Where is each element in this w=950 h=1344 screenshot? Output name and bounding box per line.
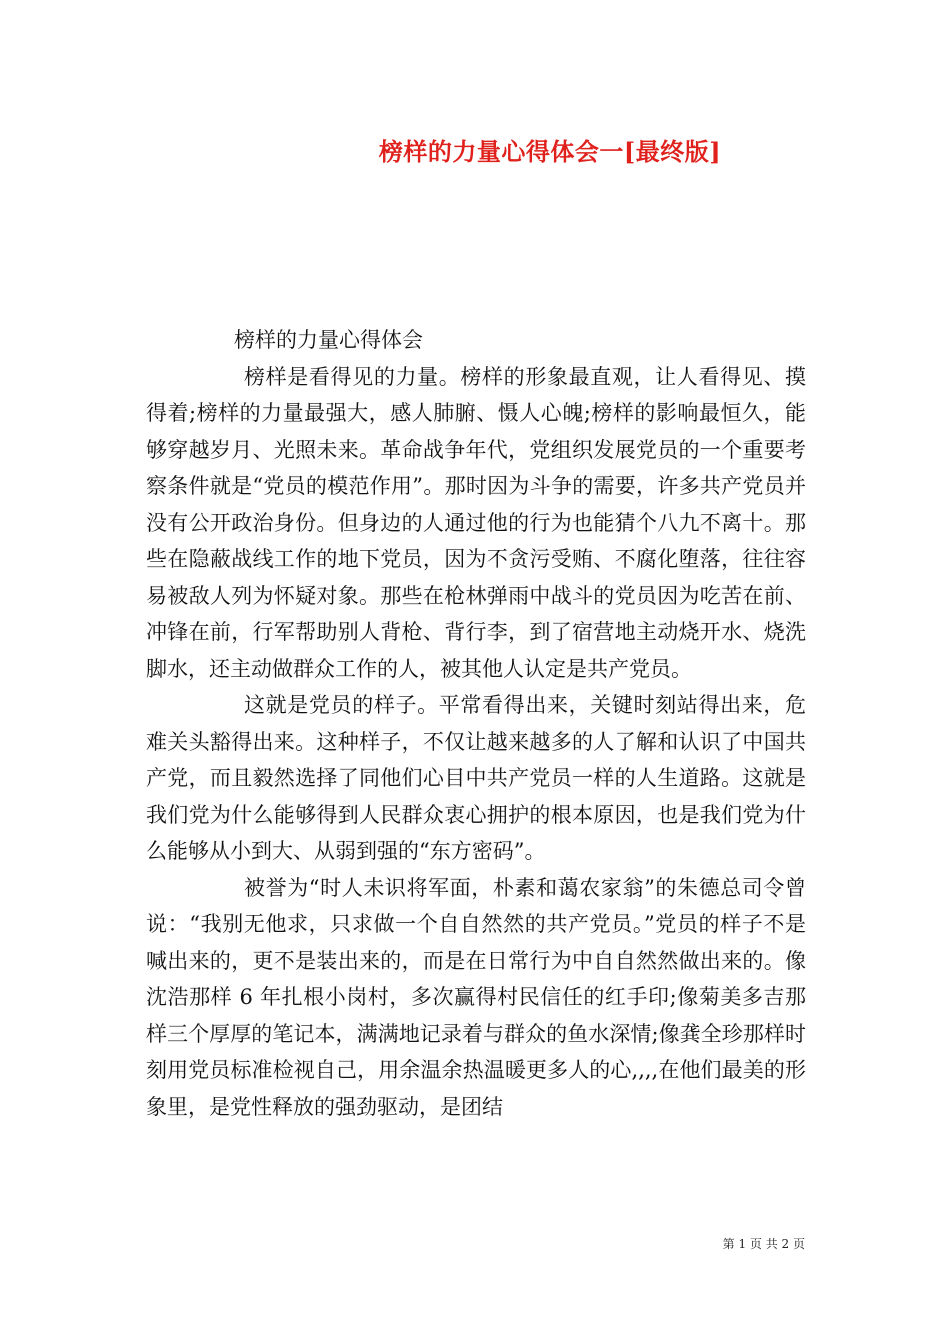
paragraph: 榜样是看得见的力量。榜样的形象最直观，让人看得见、摸得着;榜样的力量最强大，感人肺腑、慑人心魄;榜样的影响最恒久，能够穿越岁月、光照未来。革命战争年代，党组织发展党员的一个重要考察条件就是“党员的模范作用”。那时因为斗争的需要，许多共产党员并没有公开政治身份。但身边的人通过他的行为也能猜个八九不离十。那些在隐蔽战线工作的地下党员，因为不贪污受贿、不腐化堕落，往往容易被敌人列为怀疑对象。那些在枪林弹雨中战斗的党员因为吃苦在前、冲锋在前，行军帮助别人背枪、背行李，到了宿营地主动烧开水、烧洗脚水，还主动做群众工作的人，被其他人认定是共产党员。 [146, 364, 806, 681]
document-subtitle: 榜样的力量心得体会 [234, 328, 423, 352]
document-title: 榜样的力量心得体会一[最终版] [378, 137, 722, 166]
page-number: 第 1 页 共 2 页 [722, 1237, 805, 1251]
document-body [146, 322, 806, 1125]
paragraph: 这就是党员的样子。平常看得出来，关键时刻站得出来，危难关头豁得出来。这种样子，不仅让越来越多的人了解和认识了中国共产党，而且毅然选择了同他们心目中共产党员一样的人生道路。这就是我们党为什么能够得到人民群众衷心拥护的根本原因，也是我们党为什么能够从小到大、从弱到强的“东方密码”。 [146, 693, 806, 863]
paragraph: 被誉为“时人未识将军面，朴素和蔼农家翁”的朱德总司令曾说：“我别无他求，只求做一个自自然然的共产党员。”党员的样子不是喊出来的，更不是装出来的，而是在日常行为中自自然然做出来的。像沈浩那样 6 年扎根小岗村，多次赢得村民信任的红手印;像菊美多吉那样三个厚厚的笔记本，满满地记录着与群众的鱼水深情;像龚全珍那样时刻用党员标准检视自己，用余温余热温暖更多人的心,,,,在他们最美的形象里，是党性释放的强劲驱动，是团结 [146, 875, 806, 1119]
